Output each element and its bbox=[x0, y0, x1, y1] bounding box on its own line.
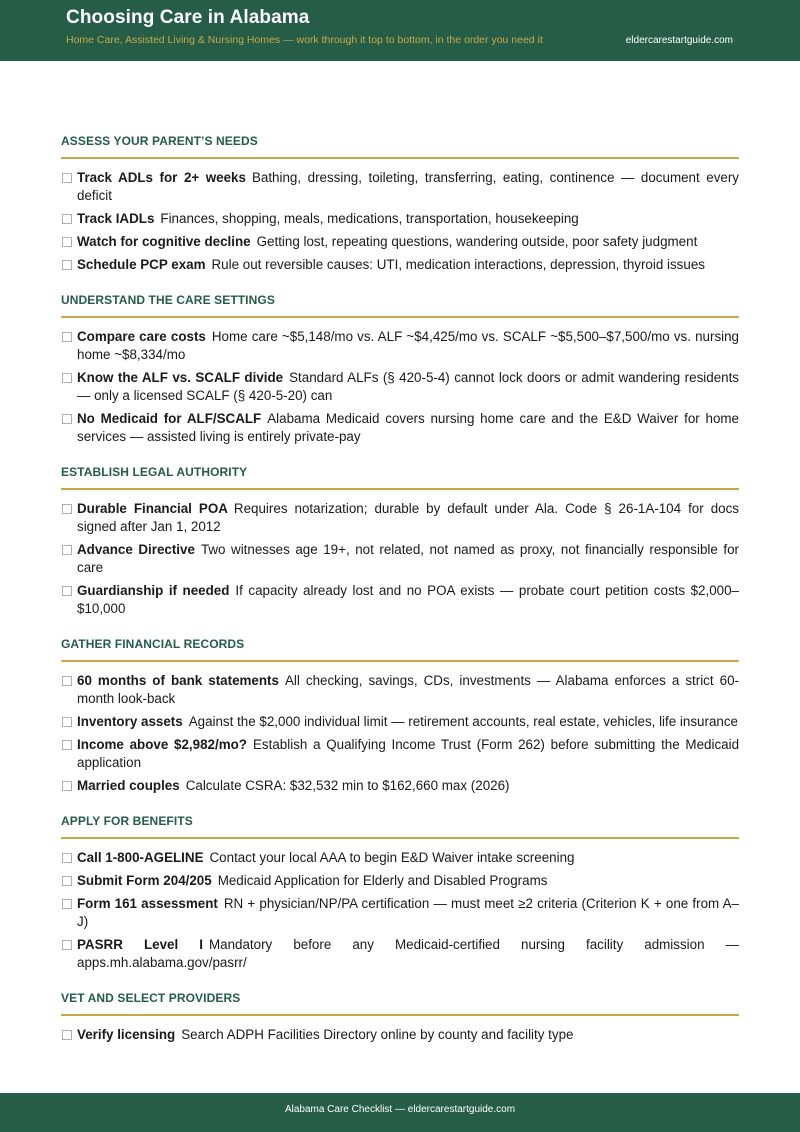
checkbox[interactable] bbox=[62, 373, 72, 383]
item-label: Submit Form 204/205 bbox=[77, 873, 212, 888]
item-text: Requires notarization; durable by default under Ala. Code § 26-1A-104 for docs signed after Jan 1, 2012 bbox=[77, 501, 739, 534]
checklist-item bbox=[61, 541, 739, 577]
checklist-item bbox=[61, 369, 739, 405]
checklist-section bbox=[61, 451, 739, 618]
checklist-section bbox=[61, 800, 739, 972]
item-text: Establish a Qualifying Income Trust (Form 262) before submitting the Medicaid application bbox=[77, 737, 740, 770]
checklist-item bbox=[61, 1026, 739, 1044]
item-text: All checking, savings, CDs, investments — Alabama enforces a strict 60-month look-back bbox=[77, 673, 739, 706]
checklist-item bbox=[61, 936, 739, 972]
item-text: Rule out reversible causes: UTI, medication interactions, depression, thyroid issues bbox=[211, 257, 705, 272]
checkbox[interactable] bbox=[62, 237, 72, 247]
item-text: Getting lost, repeating questions, wandering outside, poor safety judgment bbox=[256, 234, 698, 249]
item-label: No Medicaid for ALF/SCALF bbox=[77, 411, 262, 426]
checkbox[interactable] bbox=[62, 676, 72, 686]
item-label: Income above $2,982/mo? bbox=[77, 737, 247, 752]
checklist-section bbox=[61, 120, 739, 274]
item-text: Home care ~$5,148/mo vs. ALF ~$4,425/mo vs. SCALF ~$5,500–$7,500/mo vs. nursing home ~$8,334/mo bbox=[77, 329, 740, 362]
checkbox[interactable] bbox=[62, 740, 72, 750]
checklist-item bbox=[61, 328, 739, 364]
checkbox[interactable] bbox=[62, 214, 72, 224]
item-label: Inventory assets bbox=[77, 714, 183, 729]
page-footer bbox=[0, 1093, 800, 1132]
section-title: ESTABLISH LEGAL AUTHORITY bbox=[61, 451, 739, 490]
item-label: Call 1-800-AGELINE bbox=[77, 850, 204, 865]
item-label: PASRR Level I bbox=[77, 937, 203, 952]
item-label: Form 161 assessment bbox=[77, 896, 218, 911]
checkbox[interactable] bbox=[62, 899, 72, 909]
checklist-item bbox=[61, 849, 739, 867]
item-label: Guardianship if needed bbox=[77, 583, 230, 598]
checklist-item bbox=[61, 256, 739, 274]
item-label: Advance Directive bbox=[77, 542, 195, 557]
site-url: eldercarestartguide.com bbox=[625, 35, 733, 46]
checkbox[interactable] bbox=[62, 173, 72, 183]
item-text: RN + physician/NP/PA certification — must meet ≥2 criteria (Criterion K + one from A–J) bbox=[77, 896, 739, 929]
checklist-item bbox=[61, 777, 739, 795]
checkbox[interactable] bbox=[62, 504, 72, 514]
checkbox[interactable] bbox=[62, 545, 72, 555]
item-text: Standard ALFs (§ 420-5-4) cannot lock doors or admit wandering residents — only a licensed SCALF (§ 420-5-20) can bbox=[77, 370, 740, 403]
item-text: Finances, shopping, meals, medications, transportation, housekeeping bbox=[160, 211, 579, 226]
checklist-content bbox=[61, 120, 739, 1049]
item-label: Track ADLs for 2+ weeks bbox=[77, 170, 246, 185]
item-text: Mandatory before any Medicaid-certified nursing facility admission — apps.mh.alabama.gov/pasrr/ bbox=[77, 937, 739, 970]
checkbox[interactable] bbox=[62, 1030, 72, 1040]
checklist-item bbox=[61, 582, 739, 618]
section-title: UNDERSTAND THE CARE SETTINGS bbox=[61, 279, 739, 318]
checklist-section bbox=[61, 279, 739, 446]
item-text: Alabama Medicaid covers nursing home care and the E&D Waiver for home services — assisted living is entirely private-pay bbox=[77, 411, 740, 444]
item-text: Two witnesses age 19+, not related, not named as proxy, not financially responsible for care bbox=[77, 542, 740, 575]
checklist-item bbox=[61, 169, 739, 205]
item-label: Verify licensing bbox=[77, 1027, 176, 1042]
page-header bbox=[0, 0, 800, 61]
item-label: Compare care costs bbox=[77, 329, 206, 344]
item-text: Contact your local AAA to begin E&D Waiver intake screening bbox=[209, 850, 575, 865]
item-text: Calculate CSRA: $32,532 min to $162,660 max (2026) bbox=[185, 778, 510, 793]
item-label: Schedule PCP exam bbox=[77, 257, 206, 272]
checkbox[interactable] bbox=[62, 853, 72, 863]
item-label: 60 months of bank statements bbox=[77, 673, 279, 688]
checklist-item bbox=[61, 736, 739, 772]
checkbox[interactable] bbox=[62, 781, 72, 791]
item-label: Track IADLs bbox=[77, 211, 155, 226]
page-title: Choosing Care in Alabama bbox=[66, 7, 310, 28]
checklist-item bbox=[61, 672, 739, 708]
checklist-item bbox=[61, 713, 739, 731]
item-text: Against the $2,000 individual limit — retirement accounts, real estate, vehicles, life insurance bbox=[188, 714, 738, 729]
checklist-item bbox=[61, 895, 739, 931]
checkbox[interactable] bbox=[62, 332, 72, 342]
checklist-item bbox=[61, 500, 739, 536]
item-text: If capacity already lost and no POA exists — probate court petition costs $2,000–$10,000 bbox=[77, 583, 739, 616]
checklist-section bbox=[61, 623, 739, 795]
item-label: Durable Financial POA bbox=[77, 501, 228, 516]
item-label: Married couples bbox=[77, 778, 180, 793]
item-text: Search ADPH Facilities Directory online by county and facility type bbox=[181, 1027, 574, 1042]
item-label: Know the ALF vs. SCALF divide bbox=[77, 370, 284, 385]
section-title: VET AND SELECT PROVIDERS bbox=[61, 977, 739, 1016]
footer-text: Alabama Care Checklist — eldercarestartguide.com bbox=[284, 1104, 516, 1115]
checklist-item bbox=[61, 210, 739, 228]
checklist-section bbox=[61, 977, 739, 1044]
section-title: ASSESS YOUR PARENT’S NEEDS bbox=[61, 120, 739, 159]
checklist-item bbox=[61, 872, 739, 890]
item-label: Watch for cognitive decline bbox=[77, 234, 251, 249]
checkbox[interactable] bbox=[62, 876, 72, 886]
checkbox[interactable] bbox=[62, 717, 72, 727]
checklist-item bbox=[61, 410, 739, 446]
item-text: Medicaid Application for Elderly and Disabled Programs bbox=[217, 873, 548, 888]
page-subtitle: Home Care, Assisted Living & Nursing Homes — work through it top to bottom, in the order you need it bbox=[66, 34, 543, 46]
checkbox[interactable] bbox=[62, 940, 72, 950]
section-title: APPLY FOR BENEFITS bbox=[61, 800, 739, 839]
checkbox[interactable] bbox=[62, 414, 72, 424]
checkbox[interactable] bbox=[62, 260, 72, 270]
item-text: Bathing, dressing, toileting, transferring, eating, continence — document every deficit bbox=[77, 170, 739, 203]
checkbox[interactable] bbox=[62, 586, 72, 596]
section-title: GATHER FINANCIAL RECORDS bbox=[61, 623, 739, 662]
checklist-item bbox=[61, 233, 739, 251]
